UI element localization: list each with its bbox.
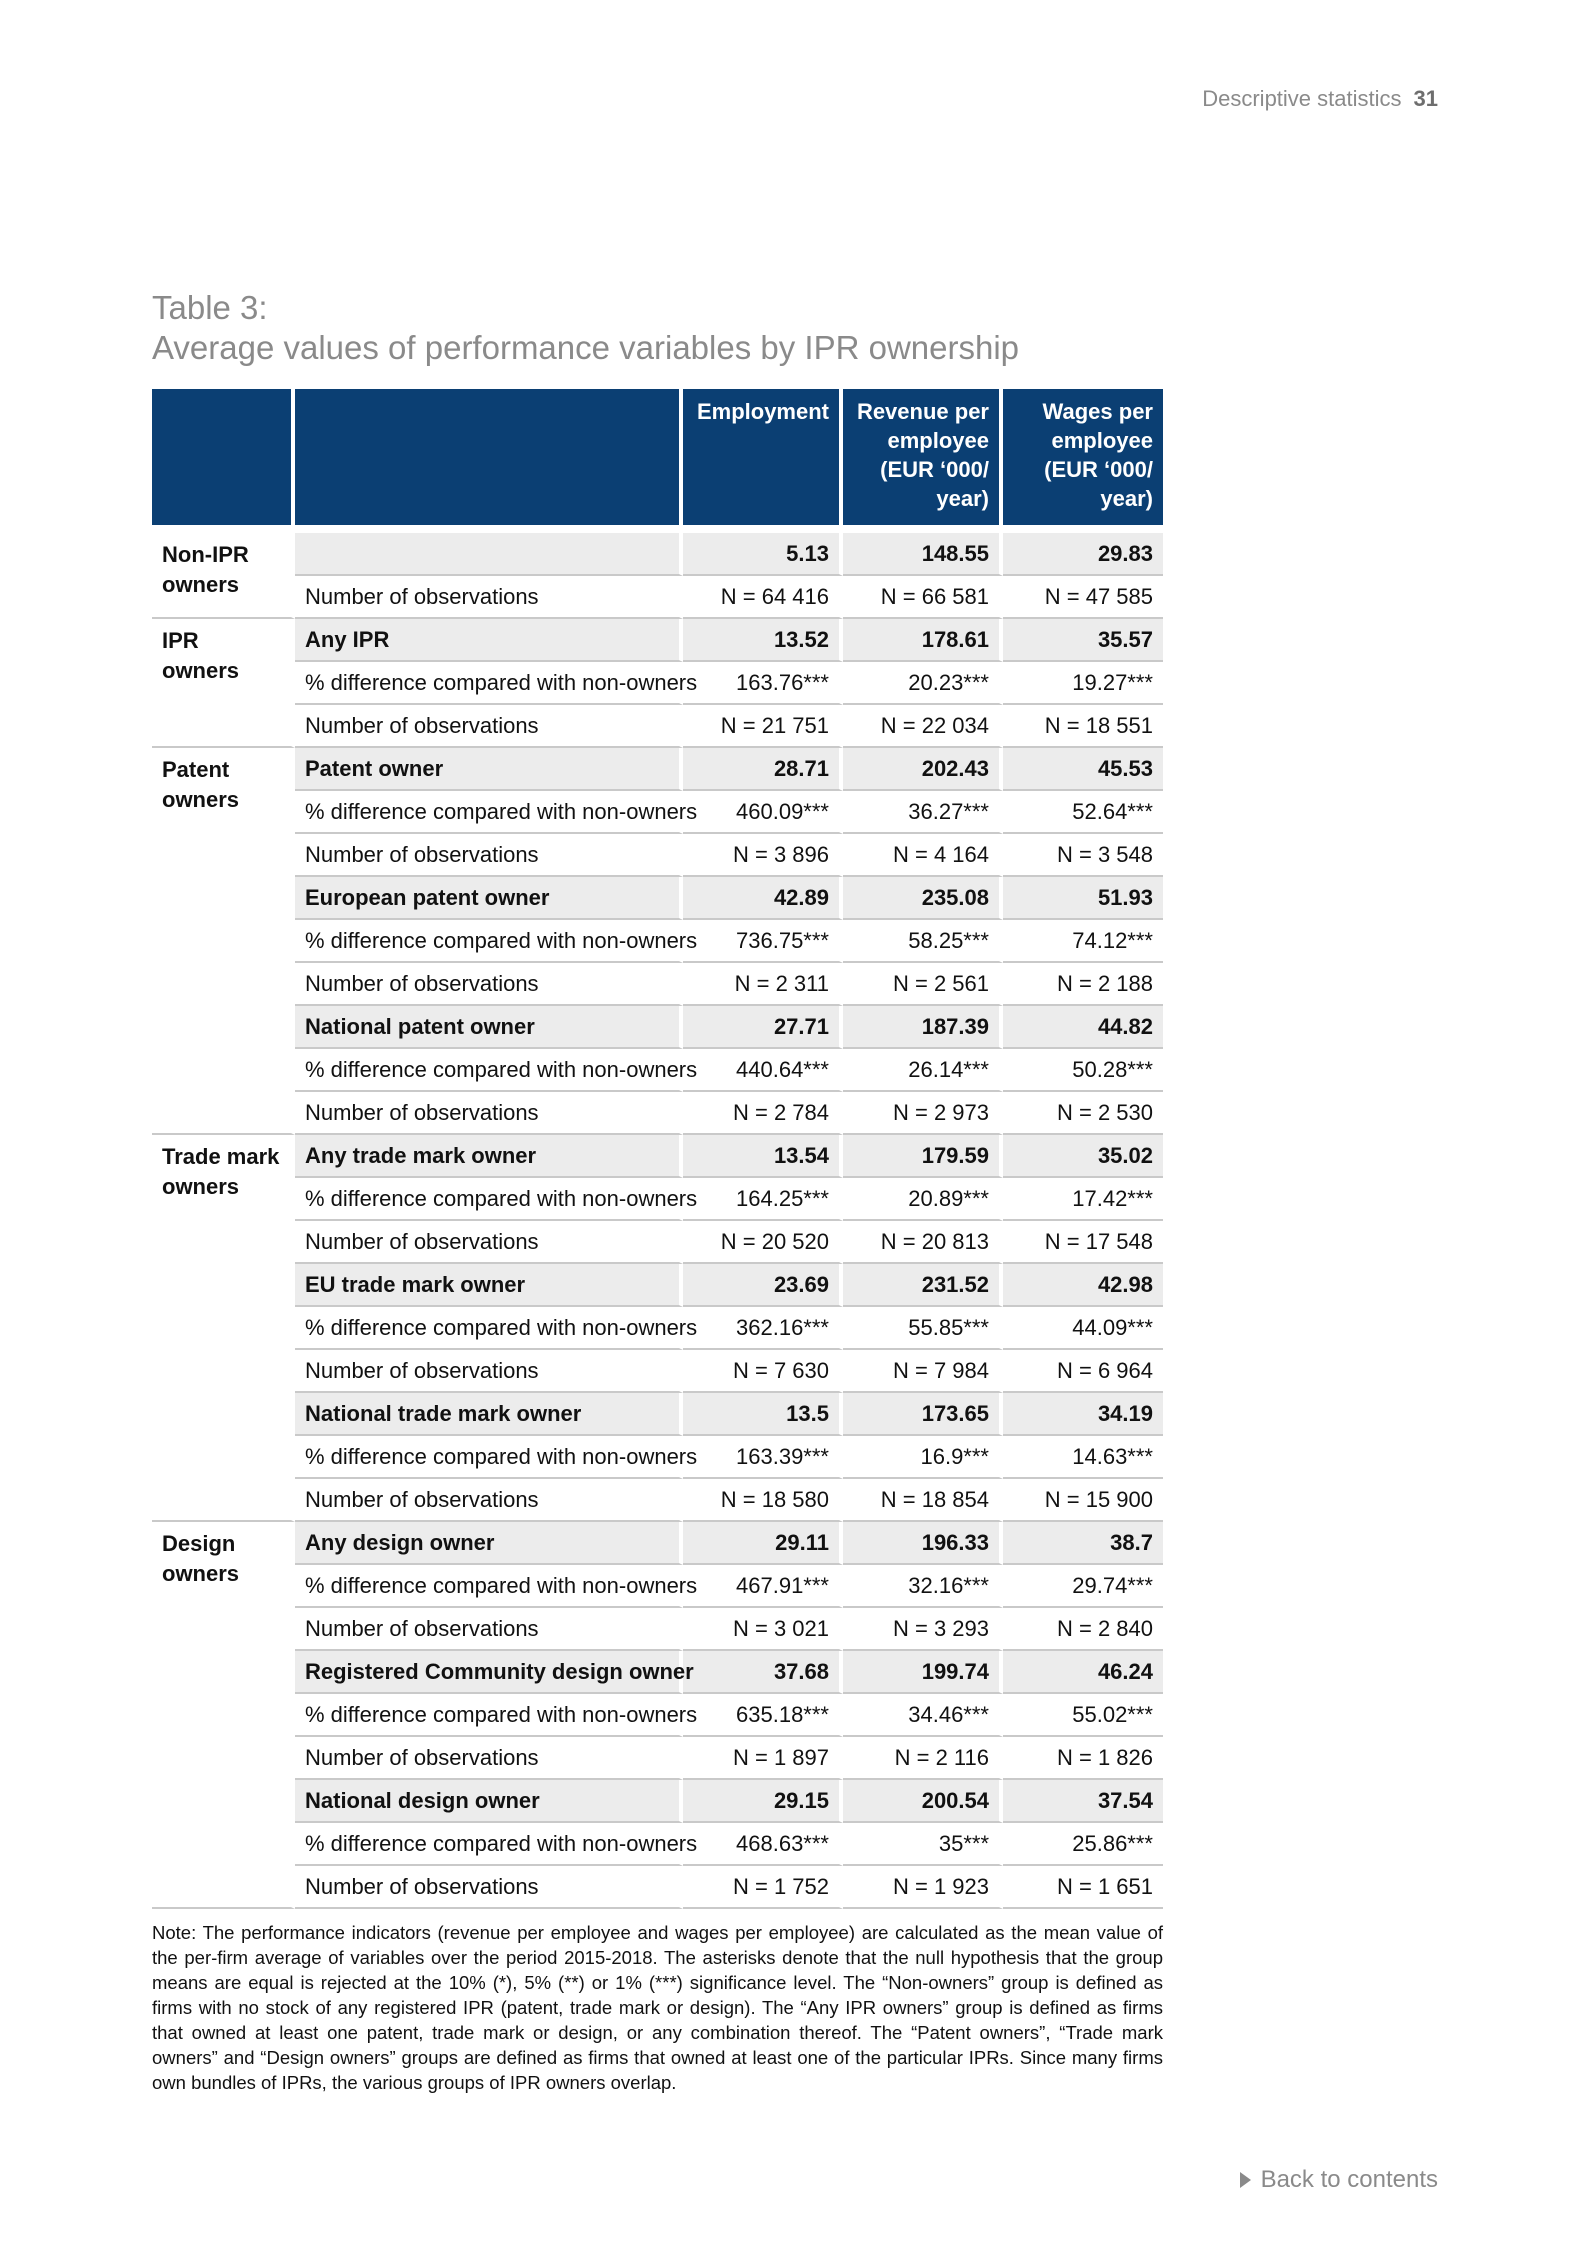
row-label: Any IPR bbox=[295, 619, 683, 662]
row-label: % difference compared with non-owners bbox=[295, 662, 683, 705]
table-cell: N = 1 752 bbox=[683, 1866, 843, 1909]
table-cell: 20.89*** bbox=[843, 1178, 1003, 1221]
table-cell: 35*** bbox=[843, 1823, 1003, 1866]
table-cell: 235.08 bbox=[843, 877, 1003, 920]
table-cell: N = 6 964 bbox=[1003, 1350, 1163, 1393]
table-cell: 44.09*** bbox=[1003, 1307, 1163, 1350]
row-label: Number of observations bbox=[295, 1737, 683, 1780]
table-row bbox=[152, 1823, 1163, 1866]
table-cell: 23.69 bbox=[683, 1264, 843, 1307]
table-cell: 362.16*** bbox=[683, 1307, 843, 1350]
table-cell: 178.61 bbox=[843, 619, 1003, 662]
table-cell: 200.54 bbox=[843, 1780, 1003, 1823]
table-row bbox=[152, 1694, 1163, 1737]
table-cell: 42.98 bbox=[1003, 1264, 1163, 1307]
row-label: National patent owner bbox=[295, 1006, 683, 1049]
row-label: Number of observations bbox=[295, 1608, 683, 1651]
table-row bbox=[152, 1264, 1163, 1307]
header-empty-2 bbox=[295, 389, 683, 525]
table-row bbox=[152, 1006, 1163, 1049]
row-label: Any trade mark owner bbox=[295, 1135, 683, 1178]
row-label: % difference compared with non-owners bbox=[295, 1565, 683, 1608]
table-cell: 20.23*** bbox=[843, 662, 1003, 705]
table-row bbox=[152, 1393, 1163, 1436]
table-number: Table 3: bbox=[152, 289, 268, 326]
table-row bbox=[152, 1049, 1163, 1092]
row-label bbox=[295, 533, 683, 576]
table-cell: 163.39*** bbox=[683, 1436, 843, 1479]
row-label: % difference compared with non-owners bbox=[295, 1049, 683, 1092]
table-row bbox=[152, 1565, 1163, 1608]
table-cell: 51.93 bbox=[1003, 877, 1163, 920]
table-row bbox=[152, 834, 1163, 877]
table-cell: 164.25*** bbox=[683, 1178, 843, 1221]
group-label: IPR owners bbox=[152, 619, 295, 748]
table-cell: 29.74*** bbox=[1003, 1565, 1163, 1608]
table-row bbox=[152, 662, 1163, 705]
row-label: Number of observations bbox=[295, 1479, 683, 1522]
table-cell: N = 20 520 bbox=[683, 1221, 843, 1264]
table-row bbox=[152, 576, 1163, 619]
table-row bbox=[152, 877, 1163, 920]
table-cell: N = 64 416 bbox=[683, 576, 843, 619]
triangle-right-icon bbox=[1240, 2172, 1251, 2188]
table-cell: 46.24 bbox=[1003, 1651, 1163, 1694]
row-label: Number of observations bbox=[295, 705, 683, 748]
table-cell: N = 47 585 bbox=[1003, 576, 1163, 619]
table-row bbox=[152, 1436, 1163, 1479]
group-label: Non-IPR owners bbox=[152, 533, 295, 619]
table-row bbox=[152, 1221, 1163, 1264]
table-row bbox=[152, 963, 1163, 1006]
table-cell: N = 3 548 bbox=[1003, 834, 1163, 877]
table-cell: 32.16*** bbox=[843, 1565, 1003, 1608]
table-row bbox=[152, 1135, 1163, 1178]
table-cell: N = 20 813 bbox=[843, 1221, 1003, 1264]
table-cell: N = 21 751 bbox=[683, 705, 843, 748]
table-cell: N = 17 548 bbox=[1003, 1221, 1163, 1264]
row-label: Patent owner bbox=[295, 748, 683, 791]
table-row bbox=[152, 533, 1163, 576]
row-label: % difference compared with non-owners bbox=[295, 1307, 683, 1350]
table-row bbox=[152, 748, 1163, 791]
header-revenue-per-employee: Revenue per employee (EUR ‘000/ year) bbox=[843, 389, 1003, 525]
table-row bbox=[152, 1307, 1163, 1350]
table-cell: 13.54 bbox=[683, 1135, 843, 1178]
back-to-contents-link[interactable] bbox=[1240, 2166, 1438, 2194]
table-cell: 467.91*** bbox=[683, 1565, 843, 1608]
row-label: % difference compared with non-owners bbox=[295, 920, 683, 963]
table-cell: N = 1 826 bbox=[1003, 1737, 1163, 1780]
row-label: Number of observations bbox=[295, 1092, 683, 1135]
table-cell: 50.28*** bbox=[1003, 1049, 1163, 1092]
table-cell: 34.19 bbox=[1003, 1393, 1163, 1436]
group-label: Patent owners bbox=[152, 748, 295, 1135]
row-label: Registered Community design owner bbox=[295, 1651, 683, 1694]
table-cell: N = 1 923 bbox=[843, 1866, 1003, 1909]
table-cell: 148.55 bbox=[843, 533, 1003, 576]
table-cell: 29.11 bbox=[683, 1522, 843, 1565]
table-cell: 27.71 bbox=[683, 1006, 843, 1049]
table-cell: 44.82 bbox=[1003, 1006, 1163, 1049]
row-label: Number of observations bbox=[295, 834, 683, 877]
table-cell: N = 15 900 bbox=[1003, 1479, 1163, 1522]
table-cell: N = 4 164 bbox=[843, 834, 1003, 877]
page-number: 31 bbox=[1413, 86, 1438, 111]
section-name: Descriptive statistics bbox=[1202, 86, 1402, 111]
table-cell: N = 18 580 bbox=[683, 1479, 843, 1522]
table-cell: 74.12*** bbox=[1003, 920, 1163, 963]
table-cell: N = 2 116 bbox=[843, 1737, 1003, 1780]
table-cell: N = 3 021 bbox=[683, 1608, 843, 1651]
table-row bbox=[152, 920, 1163, 963]
table-cell: N = 2 188 bbox=[1003, 963, 1163, 1006]
table-cell: 13.52 bbox=[683, 619, 843, 662]
row-label: % difference compared with non-owners bbox=[295, 1823, 683, 1866]
table-row bbox=[152, 1522, 1163, 1565]
table-row bbox=[152, 1178, 1163, 1221]
table-cell: 42.89 bbox=[683, 877, 843, 920]
table-cell: 196.33 bbox=[843, 1522, 1003, 1565]
table-row bbox=[152, 1651, 1163, 1694]
table-row bbox=[152, 1608, 1163, 1651]
group-label: Trade mark owners bbox=[152, 1135, 295, 1522]
table-row bbox=[152, 1479, 1163, 1522]
table-cell: N = 18 854 bbox=[843, 1479, 1003, 1522]
table-cell: 468.63*** bbox=[683, 1823, 843, 1866]
row-label: % difference compared with non-owners bbox=[295, 1178, 683, 1221]
table-header-row bbox=[152, 389, 1163, 525]
row-label: % difference compared with non-owners bbox=[295, 791, 683, 834]
table-cell: 460.09*** bbox=[683, 791, 843, 834]
table-cell: N = 2 530 bbox=[1003, 1092, 1163, 1135]
table-row bbox=[152, 791, 1163, 834]
row-label: European patent owner bbox=[295, 877, 683, 920]
table-body bbox=[152, 533, 1163, 1909]
table-cell: 5.13 bbox=[683, 533, 843, 576]
row-label: Number of observations bbox=[295, 1221, 683, 1264]
header-employment: Employment bbox=[683, 389, 843, 525]
table-cell: 635.18*** bbox=[683, 1694, 843, 1737]
row-label: % difference compared with non-owners bbox=[295, 1436, 683, 1479]
table-cell: N = 1 651 bbox=[1003, 1866, 1163, 1909]
table-cell: 163.76*** bbox=[683, 662, 843, 705]
table-cell: 736.75*** bbox=[683, 920, 843, 963]
table-row bbox=[152, 1737, 1163, 1780]
table-cell: 199.74 bbox=[843, 1651, 1003, 1694]
table-row bbox=[152, 1866, 1163, 1909]
row-label: Number of observations bbox=[295, 1866, 683, 1909]
table-cell: 37.68 bbox=[683, 1651, 843, 1694]
table-cell: N = 2 561 bbox=[843, 963, 1003, 1006]
row-label: Number of observations bbox=[295, 963, 683, 1006]
table-cell: 231.52 bbox=[843, 1264, 1003, 1307]
table-cell: 25.86*** bbox=[1003, 1823, 1163, 1866]
table-cell: 28.71 bbox=[683, 748, 843, 791]
data-table-container bbox=[152, 389, 1163, 1909]
table-cell: 35.57 bbox=[1003, 619, 1163, 662]
table-cell: 36.27*** bbox=[843, 791, 1003, 834]
table-cell: 14.63*** bbox=[1003, 1436, 1163, 1479]
row-label: Number of observations bbox=[295, 576, 683, 619]
table-cell: N = 7 630 bbox=[683, 1350, 843, 1393]
table-cell: 45.53 bbox=[1003, 748, 1163, 791]
table-cell: N = 22 034 bbox=[843, 705, 1003, 748]
row-label: Number of observations bbox=[295, 1350, 683, 1393]
table-row bbox=[152, 619, 1163, 662]
table-cell: N = 2 311 bbox=[683, 963, 843, 1006]
table-cell: 13.5 bbox=[683, 1393, 843, 1436]
data-table bbox=[152, 389, 1163, 1909]
row-label: % difference compared with non-owners bbox=[295, 1694, 683, 1737]
table-cell: N = 2 973 bbox=[843, 1092, 1003, 1135]
table-cell: 52.64*** bbox=[1003, 791, 1163, 834]
table-cell: 38.7 bbox=[1003, 1522, 1163, 1565]
table-cell: 173.65 bbox=[843, 1393, 1003, 1436]
table-cell: 58.25*** bbox=[843, 920, 1003, 963]
table-cell: 29.15 bbox=[683, 1780, 843, 1823]
table-cell: 37.54 bbox=[1003, 1780, 1163, 1823]
table-cell: N = 3 293 bbox=[843, 1608, 1003, 1651]
table-cell: 35.02 bbox=[1003, 1135, 1163, 1178]
table-cell: 29.83 bbox=[1003, 533, 1163, 576]
table-cell: 202.43 bbox=[843, 748, 1003, 791]
table-cell: N = 1 897 bbox=[683, 1737, 843, 1780]
table-cell: 19.27*** bbox=[1003, 662, 1163, 705]
table-cell: 34.46*** bbox=[843, 1694, 1003, 1737]
table-row bbox=[152, 705, 1163, 748]
table-row bbox=[152, 1780, 1163, 1823]
table-cell: N = 3 896 bbox=[683, 834, 843, 877]
table-cell: 55.02*** bbox=[1003, 1694, 1163, 1737]
table-cell: N = 18 551 bbox=[1003, 705, 1163, 748]
table-cell: 55.85*** bbox=[843, 1307, 1003, 1350]
back-to-contents-label: Back to contents bbox=[1260, 2166, 1438, 2193]
row-label: National design owner bbox=[295, 1780, 683, 1823]
header-wages-per-employee: Wages per employee (EUR ‘000/ year) bbox=[1003, 389, 1163, 525]
table-cell: 16.9*** bbox=[843, 1436, 1003, 1479]
table-cell: N = 66 581 bbox=[843, 576, 1003, 619]
table-caption: Average values of performance variables by IPR ownership bbox=[152, 329, 1020, 366]
table-cell: 26.14*** bbox=[843, 1049, 1003, 1092]
table-cell: 17.42*** bbox=[1003, 1178, 1163, 1221]
group-label: Design owners bbox=[152, 1522, 295, 1909]
table-title bbox=[152, 288, 1019, 368]
table-note: Note: The performance indicators (revenue per employee and wages per employee) are calculated as the mean value of the per-firm average of variables over the period 2015-2018. The asterisks denote that the null hypothesis that the group means are equal is rejected at the 10% (*), 5% (**) or 1% (***) significance level. The “Non-owners” group is defined as firms with no stock of any registered IPR (patent, trade mark or design). The “Any IPR owners” group is defined as firms that owned at least one patent, trade mark or design, or any combination thereof. The “Patent owners”, “Trade mark owners” and “Design owners” groups are defined as firms that owned at least one of the particular IPRs. Since many firms own bundles of IPRs, the various groups of IPR owners overlap. bbox=[152, 1922, 1163, 2093]
table-cell: N = 2 784 bbox=[683, 1092, 843, 1135]
table-cell: 179.59 bbox=[843, 1135, 1003, 1178]
running-header bbox=[1202, 86, 1438, 112]
table-cell: N = 7 984 bbox=[843, 1350, 1003, 1393]
table-cell: 440.64*** bbox=[683, 1049, 843, 1092]
row-label: Any design owner bbox=[295, 1522, 683, 1565]
table-row bbox=[152, 1092, 1163, 1135]
table-cell: 187.39 bbox=[843, 1006, 1003, 1049]
row-label: EU trade mark owner bbox=[295, 1264, 683, 1307]
header-empty-1 bbox=[152, 389, 295, 525]
table-row bbox=[152, 1350, 1163, 1393]
row-label: National trade mark owner bbox=[295, 1393, 683, 1436]
table-cell: N = 2 840 bbox=[1003, 1608, 1163, 1651]
